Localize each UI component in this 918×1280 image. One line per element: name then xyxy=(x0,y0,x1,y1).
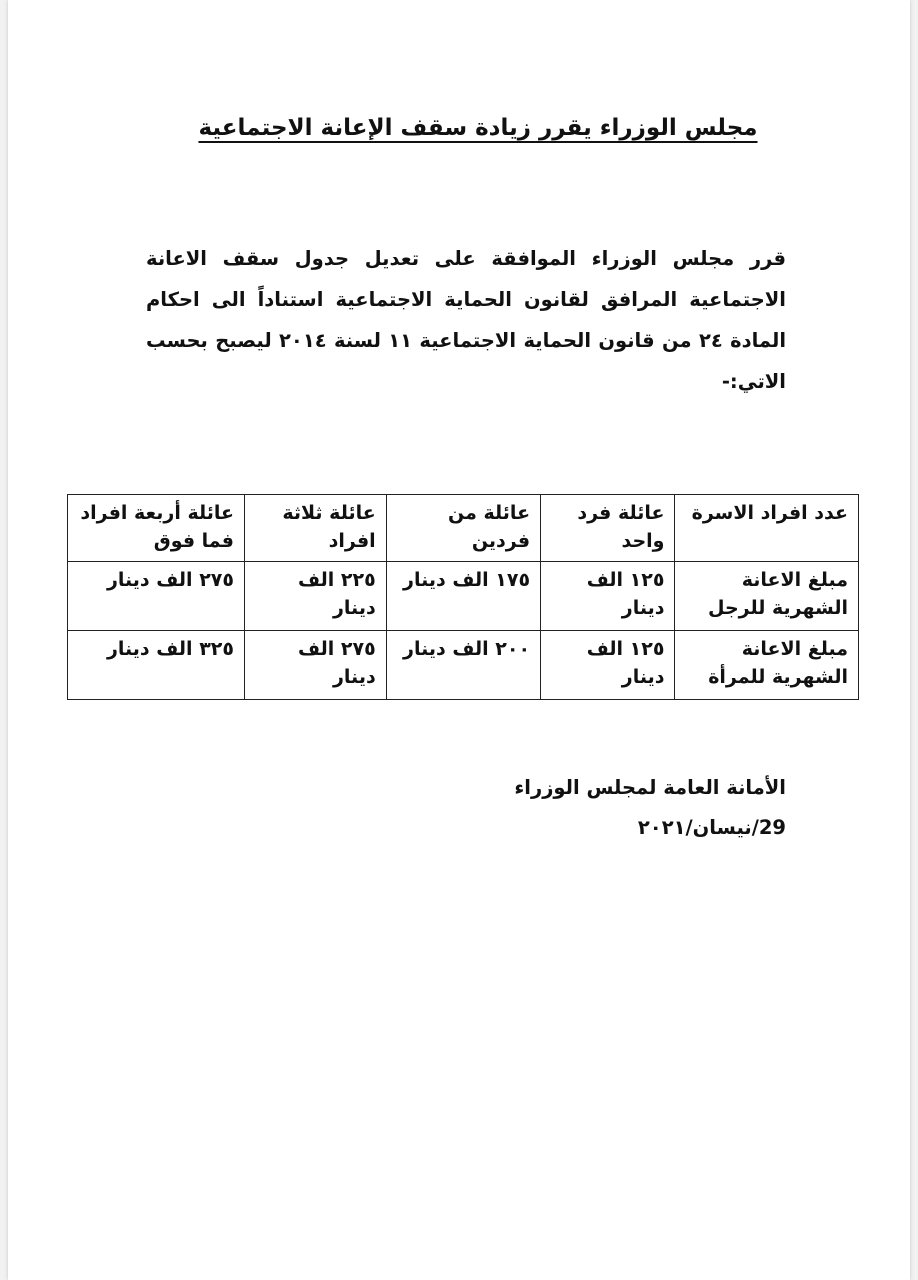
table-cell: ٢٧٥ الف دينار xyxy=(244,631,386,700)
signature-block xyxy=(146,768,786,848)
table-row xyxy=(68,562,859,631)
header-label-cell: عدد افراد الاسرة xyxy=(675,495,859,562)
header-cell-one-member: عائلة فرد واحد xyxy=(541,495,675,562)
header-cell-two-members: عائلة من فردين xyxy=(386,495,540,562)
table-cell: ٢٠٠ الف دينار xyxy=(386,631,540,700)
document-title: مجلس الوزراء يقرر زيادة سقف الإعانة الاجتماعية xyxy=(198,115,758,141)
document-page xyxy=(8,0,910,1280)
table-cell: ١٧٥ الف دينار xyxy=(386,562,540,631)
table-cell: ٢٧٥ الف دينار xyxy=(68,562,245,631)
table-row xyxy=(68,631,859,700)
table-cell: ٣٢٥ الف دينار xyxy=(68,631,245,700)
benefit-table xyxy=(67,494,859,700)
header-cell-three-members: عائلة ثلاثة افراد xyxy=(244,495,386,562)
table-header-row xyxy=(68,495,859,562)
issue-date: 29/نيسان/٢٠٢١ xyxy=(637,816,786,839)
issuer-name: الأمانة العامة لمجلس الوزراء xyxy=(514,776,786,799)
decision-paragraph: قرر مجلس الوزراء الموافقة على تعديل جدول سقف الاعانة الاجتماعية المرافق لقانون الحماية الاجتماعية استناداً الى احكام المادة ٢٤ من قانون الحماية الاجتماعية ١١ لسنة ٢٠١٤ ليصبح بحسب الاتي:- xyxy=(146,247,786,393)
table-cell: ٢٢٥ الف دينار xyxy=(244,562,386,631)
table-cell: ١٢٥ الف دينار xyxy=(541,631,675,700)
table-cell: ١٢٥ الف دينار xyxy=(541,562,675,631)
header-cell-four-plus-members: عائلة أربعة افراد فما فوق xyxy=(68,495,245,562)
row-label-women: مبلغ الاعانة الشهرية للمرأة xyxy=(675,631,859,700)
row-label-men: مبلغ الاعانة الشهرية للرجل xyxy=(675,562,859,631)
